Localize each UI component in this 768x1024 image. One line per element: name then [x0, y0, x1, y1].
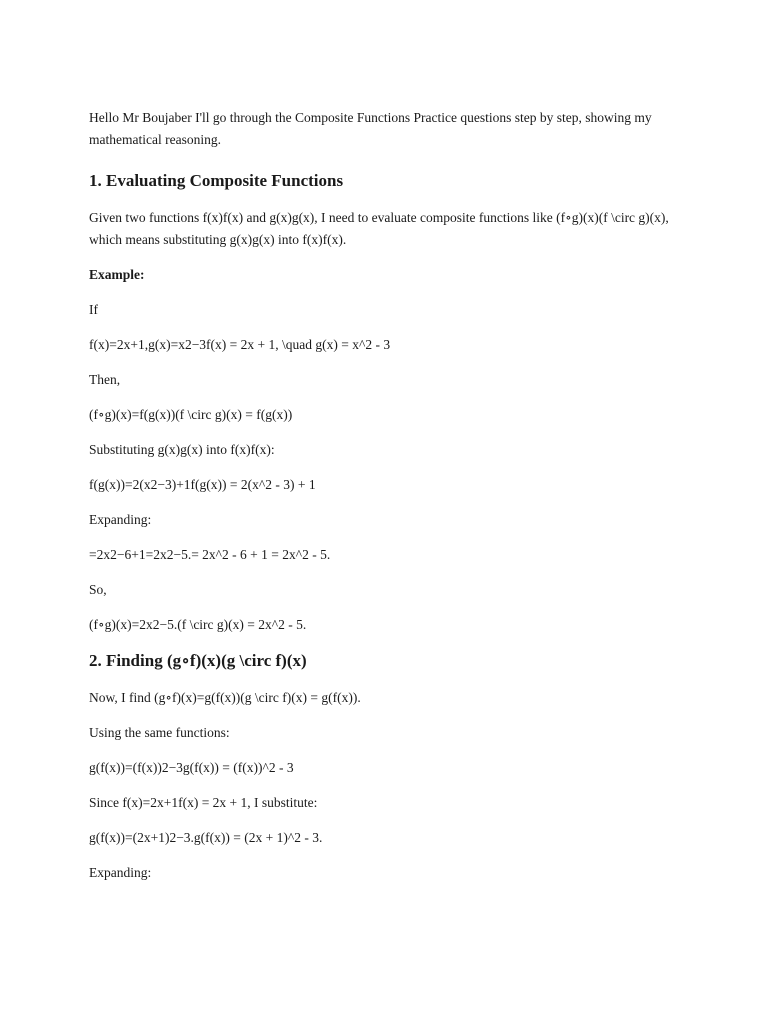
intro-paragraph: Hello Mr Boujaber I'll go through the Composite Functions Practice questions step by step, showing my mathematical reasoning.: [89, 110, 652, 147]
section1-description: Given two functions f(x)f(x) and g(x)g(x), I need to evaluate composite functions like (f∘g)(x)(f \circ g)(x), which means substituting g(x)g(x) into f(x)f(x).: [89, 210, 669, 247]
section2-heading: 2. Finding (g∘f)(x)(g \circ f)(x): [89, 651, 307, 670]
then-label: Then,: [89, 372, 121, 387]
substitution-fg: f(g(x))=2(x2−3)+1f(g(x)) = 2(x^2 - 3) + 1: [89, 477, 316, 492]
same-functions-label: Using the same functions:: [89, 725, 230, 740]
so-label: So,: [89, 582, 107, 597]
expansion-fg: =2x2−6+1=2x2−5.= 2x^2 - 6 + 1 = 2x^2 - 5.: [89, 547, 331, 562]
section2-description: Now, I find (g∘f)(x)=g(f(x))(g \circ f)(x) = g(f(x)).: [89, 690, 361, 705]
if-label: If: [89, 302, 98, 317]
substituting-label: Substituting g(x)g(x) into f(x)f(x):: [89, 442, 275, 457]
result-fg: (f∘g)(x)=2x2−5.(f \circ g)(x) = 2x^2 - 5.: [89, 617, 307, 632]
example-label: Example:: [89, 267, 145, 282]
function-definitions: f(x)=2x+1,g(x)=x2−3f(x) = 2x + 1, \quad g(x) = x^2 - 3: [89, 337, 391, 352]
document-body: [89, 107, 669, 897]
section1-heading: 1. Evaluating Composite Functions: [89, 171, 344, 190]
composition-gf: g(f(x))=(f(x))2−3g(f(x)) = (f(x))^2 - 3: [89, 760, 294, 775]
expanding-label-1: Expanding:: [89, 512, 152, 527]
composition-fg: (f∘g)(x)=f(g(x))(f \circ g)(x) = f(g(x)): [89, 407, 293, 422]
since-line: Since f(x)=2x+1f(x) = 2x + 1, I substitute:: [89, 795, 318, 810]
expanding-label-2: Expanding:: [89, 865, 152, 880]
substitution-gf: g(f(x))=(2x+1)2−3.g(f(x)) = (2x + 1)^2 - 3.: [89, 830, 323, 845]
